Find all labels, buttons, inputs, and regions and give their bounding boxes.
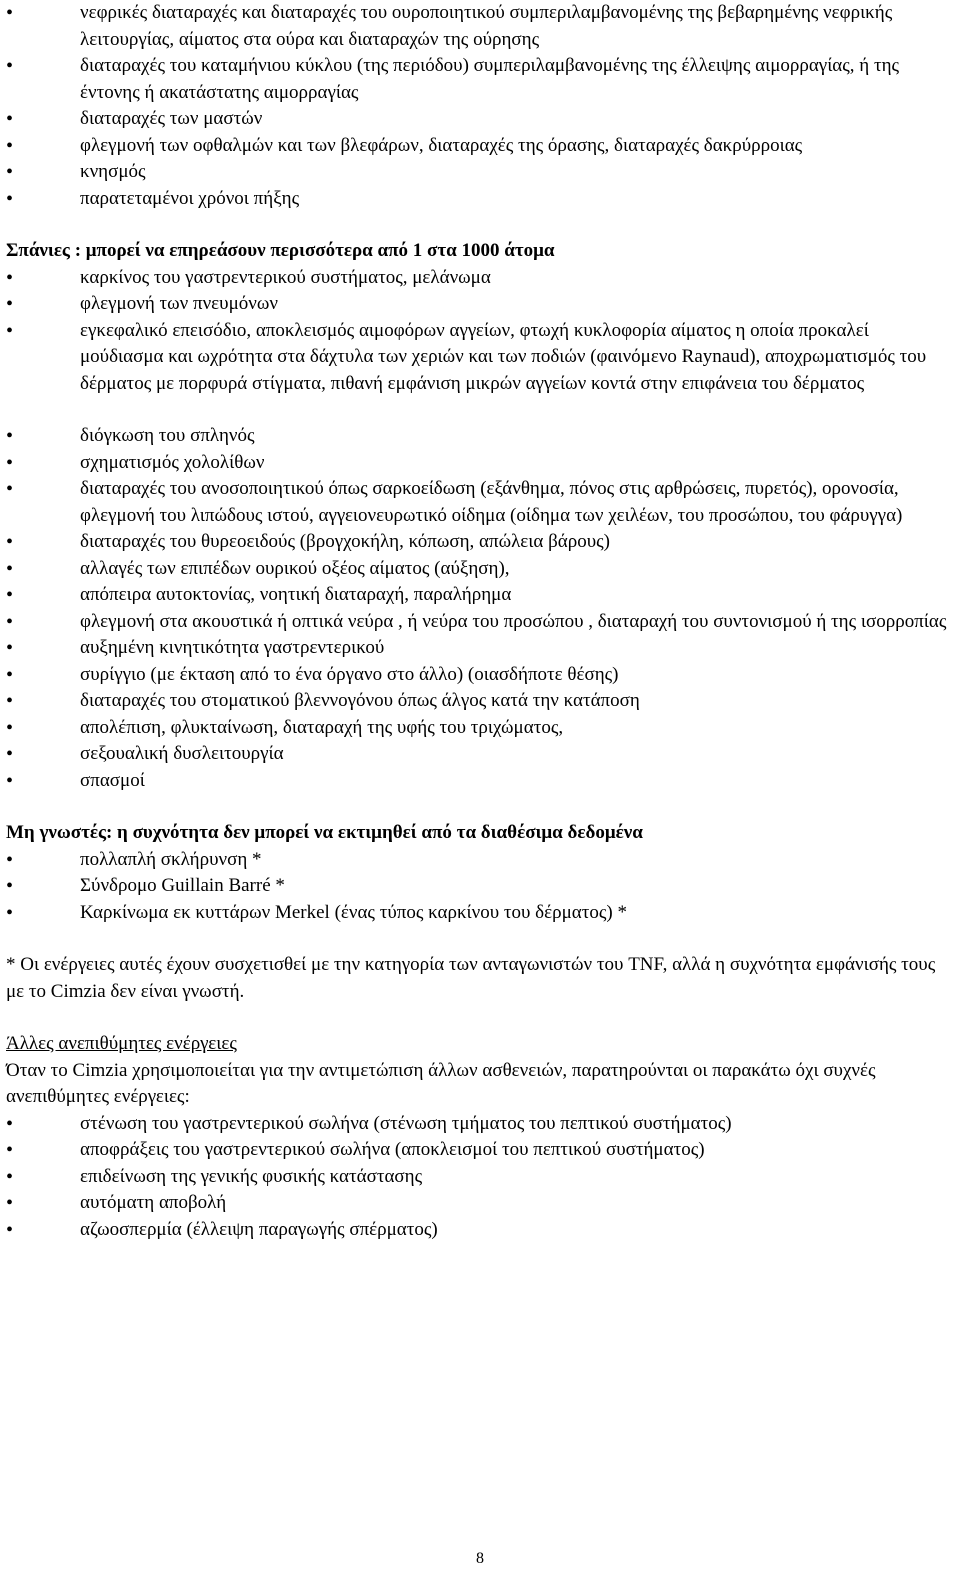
other-heading: Άλλες ανεπιθύμητες ενέργειες [6, 1033, 237, 1054]
list-item: • αυτόματη αποβολή [6, 1190, 954, 1217]
list-item: • διόγκωση του σπληνός [6, 423, 954, 450]
unknown-heading: Μη γνωστές: η συχνότητα δεν μπορεί να εκτιμηθεί από τα διαθέσιμα δεδομένα [6, 822, 643, 843]
list-item: • επιδείνωση της γενικής φυσικής κατάστασης [6, 1164, 954, 1191]
bullet-list-unknown [6, 847, 954, 927]
page-number: 8 [476, 1550, 484, 1567]
other-intro: Όταν το Cimzia χρησιμοποιείται για την αντιμετώπιση άλλων ασθενειών, παρατηρούνται οι παρακάτω όχι συχνές ανεπιθύμητες ενέργειες: [6, 1059, 876, 1107]
bullet-list-other [6, 1111, 954, 1244]
list-item: • σπασμοί [6, 768, 954, 795]
list-item: • παρατεταμένοι χρόνοι πήξης [6, 186, 954, 213]
list-item: • φλεγμονή των πνευμόνων [6, 291, 954, 318]
document-page [6, 0, 954, 1243]
list-item: • διαταραχές του καταμήνιου κύκλου (της περιόδου) συμπεριλαμβανομένης της έλλειψης αιμορραγίας, ή της έντονης ή ακατάστατης αιμορραγίας [6, 53, 954, 106]
list-item: • σχηματισμός χολολίθων [6, 450, 954, 477]
list-item: • πολλαπλή σκλήρυνση * [6, 847, 954, 874]
list-item: • απολέπιση, φλυκταίνωση, διαταραχή της υφής του τριχώματος, [6, 715, 954, 742]
list-item: • διαταραχές του ανοσοποιητικού όπως σαρκοείδωση (εξάνθημα, πόνος στις αρθρώσεις, πυρετός), ορονοσία, φλεγμονή του λιπώδους ιστού, αγγειονευρωτικό οίδημα (οίδημα των χειλέων, του προσώπου, του φάρυγγα) [6, 476, 954, 529]
list-item: • φλεγμονή στα ακουστικά ή οπτικά νεύρα , ή νεύρα του προσώπου , διαταραχή του συντονισμού ή της ισορροπίας [6, 609, 954, 636]
list-item: • σεξουαλική δυσλειτουργία [6, 741, 954, 768]
list-item: • διαταραχές του στοματικού βλεννογόνου όπως άλγος κατά την κατάποση [6, 688, 954, 715]
list-item: • αζωοσπερμία (έλλειψη παραγωγής σπέρματος) [6, 1217, 954, 1244]
list-item: • εγκεφαλικό επεισόδιο, αποκλεισμός αιμοφόρων αγγείων, φτωχή κυκλοφορία αίματος η οποία προκαλεί μούδιασμα και ωχρότητα στα δάχτυλα των χεριών και των ποδιών (φαινόμενο Raynaud), αποχρωματισμός του δέρματος με πορφυρά στίγματα, πιθανή εμφάνιση μικρών αγγείων κοντά στην επιφάνεια του δέρματος [6, 318, 954, 398]
footnote: * Οι ενέργειες αυτές έχουν συσχετισθεί με την κατηγορία των ανταγωνιστών του TNF, αλλά η συχνότητα εμφάνισής τους με το Cimzia δεν είναι γνωστή. [6, 954, 936, 1002]
list-item: • νεφρικές διαταραχές και διαταραχές του ουροποιητικού συμπεριλαμβανομένης της βεβαρημένης νεφρικής λειτουργίας, αίματος στα ούρα και διαταραχών της ούρησης [6, 0, 954, 53]
list-item: • φλεγμονή των οφθαλμών και των βλεφάρων, διαταραχές της όρασης, διαταραχές δακρύρροιας [6, 133, 954, 160]
list-item: • συρίγγιο (με έκταση από το ένα όργανο στο άλλο) (οιασδήποτε θέσης) [6, 662, 954, 689]
list-item: • αλλαγές των επιπέδων ουρικού οξέος αίματος (αύξηση), [6, 556, 954, 583]
list-item: • Σύνδρομο Guillain Barré * [6, 873, 954, 900]
list-item: • αυξημένη κινητικότητα γαστρεντερικού [6, 635, 954, 662]
list-item: • αποφράξεις του γαστρεντερικού σωλήνα (αποκλεισμοί του πεπτικού συστήματος) [6, 1137, 954, 1164]
list-item: • διαταραχές του θυρεοειδούς (βρογχοκήλη, κόπωση, απώλεια βάρους) [6, 529, 954, 556]
list-item: • απόπειρα αυτοκτονίας, νοητική διαταραχή, παραλήρημα [6, 582, 954, 609]
list-item: • κνησμός [6, 159, 954, 186]
list-item: • στένωση του γαστρεντερικού σωλήνα (στένωση τμήματος του πεπτικού συστήματος) [6, 1111, 954, 1138]
bullet-list-top [6, 0, 954, 212]
list-item: • Καρκίνωμα εκ κυττάρων Merkel (ένας τύπος καρκίνου του δέρματος) * [6, 900, 954, 927]
bullet-list-rare-a [6, 265, 954, 398]
bullet-list-rare-b [6, 423, 954, 794]
list-item: • διαταραχές των μαστών [6, 106, 954, 133]
list-item: • καρκίνος του γαστρεντερικού συστήματος, μελάνωμα [6, 265, 954, 292]
rare-heading: Σπάνιες : μπορεί να επηρεάσουν περισσότερα από 1 στα 1000 άτομα [6, 240, 555, 261]
